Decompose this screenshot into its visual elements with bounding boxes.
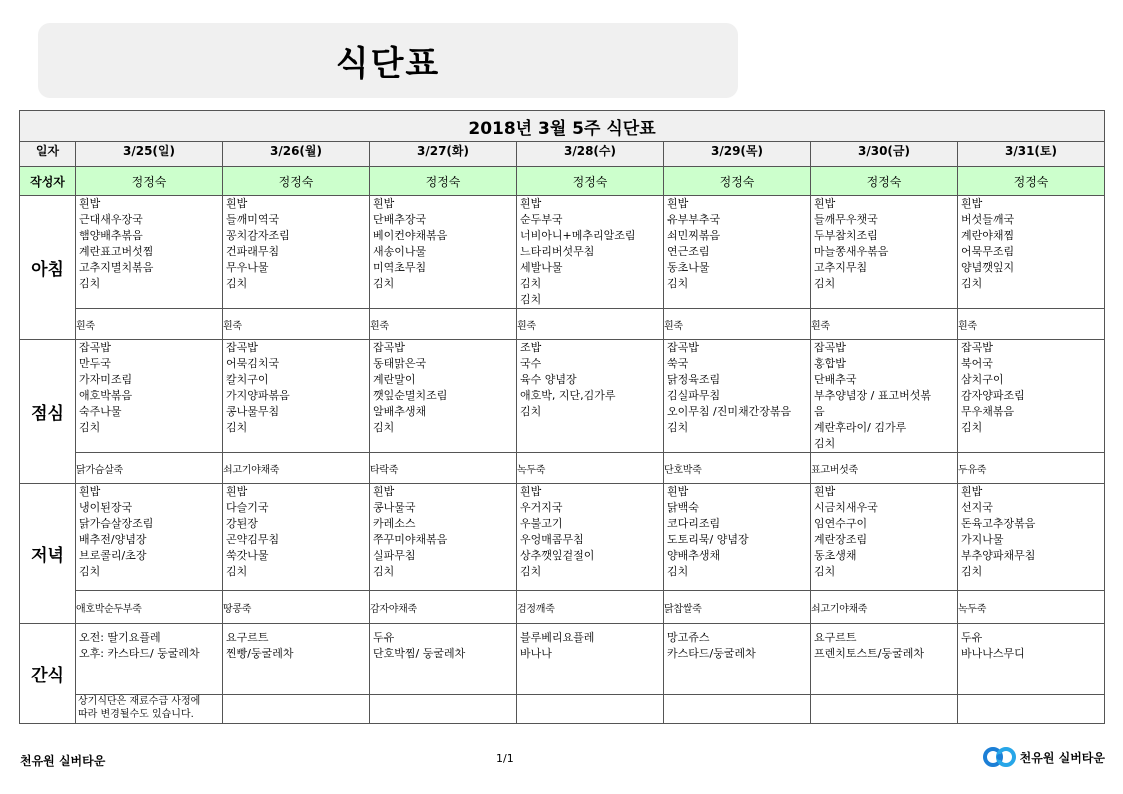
menu-item: 애호박, 지단,김가루: [520, 389, 616, 402]
menu-item: 냉이된장국: [79, 501, 133, 514]
lunch-porridge-cell: 닭가슴살죽: [76, 453, 223, 484]
meal-label-breakfast: 아침: [20, 196, 76, 340]
menu-item: 육수 양념장: [520, 373, 577, 386]
menu-item: 김치: [373, 277, 395, 290]
snack-menu-cell: [664, 624, 811, 695]
menu-item: 요구르트: [226, 631, 269, 644]
menu-table: [19, 110, 1105, 724]
menu-item: 흰밥: [961, 485, 983, 498]
menu-item: 바나나스무디: [961, 647, 1025, 660]
menu-item: 조밥: [520, 341, 542, 354]
note-cell: [76, 695, 223, 724]
menu-item: 깻잎순멸치조림: [373, 389, 448, 402]
menu-item: 너비아니+메추리알조림: [520, 229, 636, 242]
menu-item: 닭정육조림: [667, 373, 721, 386]
lunch-menu-cell: [223, 340, 370, 453]
dinner-menu-cell: [664, 484, 811, 591]
menu-item: 흰밥: [667, 485, 689, 498]
breakfast-menu-cell: [811, 196, 958, 309]
menu-item: 계란말이: [373, 373, 416, 386]
menu-item: 강된장: [226, 517, 258, 530]
author-cell: 정정숙: [958, 167, 1105, 196]
dinner-porridge-cell: 검정깨죽: [517, 591, 664, 624]
breakfast-porridge-cell: 흰죽: [223, 309, 370, 340]
menu-item: 김치: [520, 405, 542, 418]
author-cell: 정정숙: [811, 167, 958, 196]
menu-item: 계란야채찜: [961, 229, 1015, 242]
menu-item: 흰밥: [373, 197, 395, 210]
menu-item: 코다리조림: [667, 517, 721, 530]
menu-item: 부추양파채무침: [961, 549, 1036, 562]
menu-item: 무우나물: [226, 261, 269, 274]
menu-item: 새송이나물: [373, 245, 427, 258]
breakfast-porridge-cell: 흰죽: [370, 309, 517, 340]
empty-cell: [664, 695, 811, 724]
menu-item: 김실파무침: [667, 389, 721, 402]
lunch-menu-cell: [370, 340, 517, 453]
logo-icon: [983, 745, 1017, 769]
menu-item: 만두국: [79, 357, 111, 370]
menu-item: 흰밥: [814, 197, 836, 210]
menu-item: 선지국: [961, 501, 993, 514]
menu-item: 김치: [520, 277, 542, 290]
menu-item: 김치: [373, 421, 395, 434]
breakfast-menu-cell: [664, 196, 811, 309]
menu-item: 김치: [79, 277, 101, 290]
menu-item: 카레소스: [373, 517, 416, 530]
date-cell: 3/27(화): [370, 142, 517, 167]
menu-item: 배추전/양념장: [79, 533, 147, 546]
menu-item: 김치: [226, 277, 248, 290]
menu-item: 흰밥: [520, 197, 542, 210]
snack-menu-cell: [958, 624, 1105, 695]
dinner-menu-cell: [517, 484, 664, 591]
menu-item: 북어국: [961, 357, 993, 370]
menu-item: 느타리버섯무침: [520, 245, 595, 258]
menu-item: 흰밥: [961, 197, 983, 210]
menu-item: 계란표고버섯찜: [79, 245, 154, 258]
lunch-porridge-cell: 타락죽: [370, 453, 517, 484]
menu-item: 쑥국: [667, 357, 689, 370]
menu-item: 잡곡밥: [226, 341, 258, 354]
menu-item: 블루베리요플레: [520, 631, 595, 644]
snack-menu-cell: [811, 624, 958, 695]
page-title: 식단표: [335, 44, 441, 84]
menu-item: 알배추생채: [373, 405, 427, 418]
lunch-menu-cell: [958, 340, 1105, 453]
menu-item: 흰밥: [814, 485, 836, 498]
menu-item: 우거지국: [520, 501, 563, 514]
menu-item: 오후: 카스타드/ 둥굴레차: [79, 647, 200, 660]
note-line: 따라 변경될수도 있습니다.: [78, 709, 194, 720]
menu-item: 유부부추국: [667, 213, 721, 226]
snack-menu-cell: [517, 624, 664, 695]
menu-item: 닭백숙: [667, 501, 699, 514]
menu-item: 버섯들깨국: [961, 213, 1015, 226]
lunch-porridge-cell: 표고버섯죽: [811, 453, 958, 484]
menu-item: 바나나: [520, 647, 552, 660]
breakfast-porridge-cell: 흰죽: [811, 309, 958, 340]
lunch-menu-cell: [76, 340, 223, 453]
lunch-menu-cell: [664, 340, 811, 453]
menu-item: 김치: [814, 277, 836, 290]
menu-item: 계란장조림: [814, 533, 868, 546]
menu-item: 음: [814, 405, 825, 418]
menu-item: 동초나물: [667, 261, 710, 274]
menu-item: 프렌치토스트/둥굴레차: [814, 647, 924, 660]
menu-item: 잡곡밥: [961, 341, 993, 354]
date-cell: 3/25(일): [76, 142, 223, 167]
menu-item: 우엉매콤무침: [520, 533, 584, 546]
breakfast-porridge-cell: 흰죽: [76, 309, 223, 340]
dinner-porridge-cell: 닭찹쌀죽: [664, 591, 811, 624]
menu-item: 단호박찜/ 둥굴레차: [373, 647, 466, 660]
menu-item: 오전: 딸기요플레: [79, 631, 161, 644]
meal-label-snack: 간식: [20, 624, 76, 724]
menu-item: 흰밥: [226, 197, 248, 210]
lunch-porridge-cell: 두유죽: [958, 453, 1105, 484]
menu-item: 흰밥: [373, 485, 395, 498]
empty-cell: [811, 695, 958, 724]
menu-item: 김치: [520, 293, 542, 306]
menu-item: 콩나물국: [373, 501, 416, 514]
snack-menu-cell: [223, 624, 370, 695]
dinner-porridge-cell: 쇠고기야채죽: [811, 591, 958, 624]
menu-item: 브로콜리/초장: [79, 549, 147, 562]
menu-item: 가지양파볶음: [226, 389, 290, 402]
menu-item: 상추깻잎겉절이: [520, 549, 595, 562]
menu-item: 두유: [373, 631, 395, 644]
meal-label-lunch: 점심: [20, 340, 76, 484]
menu-item: 베이컨야채볶음: [373, 229, 448, 242]
menu-item: 양배추생채: [667, 549, 721, 562]
footer-org-name: 천유원 실버타운: [20, 754, 106, 768]
menu-item: 연근조림: [667, 245, 710, 258]
menu-item: 잡곡밥: [667, 341, 699, 354]
menu-item: 햄양배추볶음: [79, 229, 143, 242]
menu-item: 김치: [961, 421, 983, 434]
menu-item: 쭈꾸미야채볶음: [373, 533, 448, 546]
menu-item: 임연수구이: [814, 517, 868, 530]
menu-item: 칼치구이: [226, 373, 269, 386]
menu-item: 김치: [79, 565, 101, 578]
menu-item: 양념깻잎지: [961, 261, 1015, 274]
menu-item: 단배추국: [814, 373, 857, 386]
menu-item: 김치: [667, 277, 689, 290]
menu-item: 순두부국: [520, 213, 563, 226]
menu-item: 우불고기: [520, 517, 563, 530]
empty-cell: [517, 695, 664, 724]
author-cell: 정정숙: [517, 167, 664, 196]
menu-item: 요구르트: [814, 631, 857, 644]
menu-item: 부추양념장 / 표고버섯볶: [814, 389, 931, 402]
date-cell: 3/28(수): [517, 142, 664, 167]
menu-item: 가자미조림: [79, 373, 133, 386]
breakfast-menu-cell: [223, 196, 370, 309]
logo-text: 천유원 실버타운: [1019, 750, 1105, 765]
menu-item: 계란후라이/ 김가루: [814, 421, 907, 434]
menu-item: 잡곡밥: [79, 341, 111, 354]
author-cell: 정정숙: [76, 167, 223, 196]
menu-item: 김치: [226, 565, 248, 578]
menu-item: 삼치구이: [961, 373, 1004, 386]
dinner-menu-cell: [958, 484, 1105, 591]
menu-item: 김치: [961, 277, 983, 290]
menu-item: 고추지무침: [814, 261, 868, 274]
menu-item: 흰밥: [79, 485, 101, 498]
menu-item: 동초생채: [814, 549, 857, 562]
empty-cell: [223, 695, 370, 724]
author-label: 작성자: [20, 167, 76, 196]
breakfast-menu-cell: [76, 196, 223, 309]
menu-item: 김치: [226, 421, 248, 434]
menu-item: 동태맑은국: [373, 357, 427, 370]
author-cell: 정정숙: [664, 167, 811, 196]
menu-item: 카스타드/둥굴레차: [667, 647, 756, 660]
date-cell: 3/29(목): [664, 142, 811, 167]
menu-item: 콩나물무침: [226, 405, 280, 418]
menu-item: 쇠민찌볶음: [667, 229, 721, 242]
menu-item: 실파무침: [373, 549, 416, 562]
meal-label-dinner: 저녁: [20, 484, 76, 624]
menu-item: 어묵무조림: [961, 245, 1015, 258]
dinner-porridge-cell: 녹두죽: [958, 591, 1105, 624]
menu-item: 김치: [814, 565, 836, 578]
menu-item: 두부참치조림: [814, 229, 878, 242]
breakfast-menu-cell: [958, 196, 1105, 309]
menu-item: 감자양파조림: [961, 389, 1025, 402]
lunch-menu-cell: [811, 340, 958, 453]
menu-item: 들깨무우챗국: [814, 213, 878, 226]
lunch-porridge-cell: 단호박죽: [664, 453, 811, 484]
menu-item: 국수: [520, 357, 542, 370]
date-cell: 3/31(토): [958, 142, 1105, 167]
menu-item: 김치: [520, 565, 542, 578]
breakfast-porridge-cell: 흰죽: [517, 309, 664, 340]
snack-menu-cell: [370, 624, 517, 695]
dinner-menu-cell: [811, 484, 958, 591]
table-title: 2018년 3월 5주 식단표: [20, 111, 1105, 142]
menu-item: 두유: [961, 631, 983, 644]
menu-item: 미역초무침: [373, 261, 427, 274]
menu-item: 흰밥: [79, 197, 101, 210]
menu-item: 홍합밥: [814, 357, 846, 370]
dinner-menu-cell: [370, 484, 517, 591]
menu-item: 김치: [79, 421, 101, 434]
date-cell: 3/30(금): [811, 142, 958, 167]
breakfast-porridge-cell: 흰죽: [958, 309, 1105, 340]
page-number: 1/1: [496, 752, 514, 765]
dinner-porridge-cell: 땅콩죽: [223, 591, 370, 624]
menu-item: 곤약김무침: [226, 533, 280, 546]
empty-cell: [958, 695, 1105, 724]
empty-cell: [370, 695, 517, 724]
menu-item: 숙주나물: [79, 405, 122, 418]
breakfast-porridge-cell: 흰죽: [664, 309, 811, 340]
dinner-menu-cell: [76, 484, 223, 591]
menu-item: 김치: [667, 565, 689, 578]
menu-item: 흰밥: [226, 485, 248, 498]
menu-item: 흰밥: [667, 197, 689, 210]
menu-item: 들깨미역국: [226, 213, 280, 226]
menu-item: 잡곡밥: [814, 341, 846, 354]
menu-item: 닭가슴살장조림: [79, 517, 154, 530]
company-logo: [983, 745, 1105, 769]
menu-item: 망고쥬스: [667, 631, 710, 644]
snack-menu-cell: [76, 624, 223, 695]
date-label: 일자: [20, 142, 76, 167]
menu-item: 세발나물: [520, 261, 563, 274]
menu-item: 김치: [961, 565, 983, 578]
lunch-porridge-cell: 녹두죽: [517, 453, 664, 484]
author-cell: 정정숙: [370, 167, 517, 196]
menu-item: 김치: [814, 437, 836, 450]
menu-item: 찐빵/둥굴레차: [226, 647, 294, 660]
menu-item: 흰밥: [520, 485, 542, 498]
menu-item: 무우채볶음: [961, 405, 1015, 418]
menu-item: 꽁치감자조림: [226, 229, 290, 242]
menu-item: 돈육고추장볶음: [961, 517, 1036, 530]
lunch-porridge-cell: 쇠고기야채죽: [223, 453, 370, 484]
menu-item: 다슬기국: [226, 501, 269, 514]
breakfast-menu-cell: [370, 196, 517, 309]
menu-item: 마늘쫑새우볶음: [814, 245, 889, 258]
author-cell: 정정숙: [223, 167, 370, 196]
menu-item: 고추지멸치볶음: [79, 261, 154, 274]
menu-item: 애호박볶음: [79, 389, 133, 402]
dinner-porridge-cell: 애호박순두부죽: [76, 591, 223, 624]
menu-item: 어묵김치국: [226, 357, 280, 370]
breakfast-menu-cell: [517, 196, 664, 309]
menu-item: 잡곡밥: [373, 341, 405, 354]
dinner-porridge-cell: 감자야채죽: [370, 591, 517, 624]
date-cell: 3/26(월): [223, 142, 370, 167]
menu-item: 근대새우장국: [79, 213, 143, 226]
menu-item: 오이무침 /진미채간장볶음: [667, 405, 792, 418]
menu-item: 도토리묵/ 양념장: [667, 533, 749, 546]
page-title-box: [38, 23, 738, 98]
menu-item: 건파래무침: [226, 245, 280, 258]
lunch-menu-cell: [517, 340, 664, 453]
menu-item: 시금치새우국: [814, 501, 878, 514]
menu-item: 쑥갓나물: [226, 549, 269, 562]
note-line: 상기식단은 재료수급 사정에: [78, 696, 201, 707]
menu-item: 김치: [373, 565, 395, 578]
menu-item: 김치: [667, 421, 689, 434]
menu-item: 단배추장국: [373, 213, 427, 226]
menu-item: 가지나물: [961, 533, 1004, 546]
dinner-menu-cell: [223, 484, 370, 591]
